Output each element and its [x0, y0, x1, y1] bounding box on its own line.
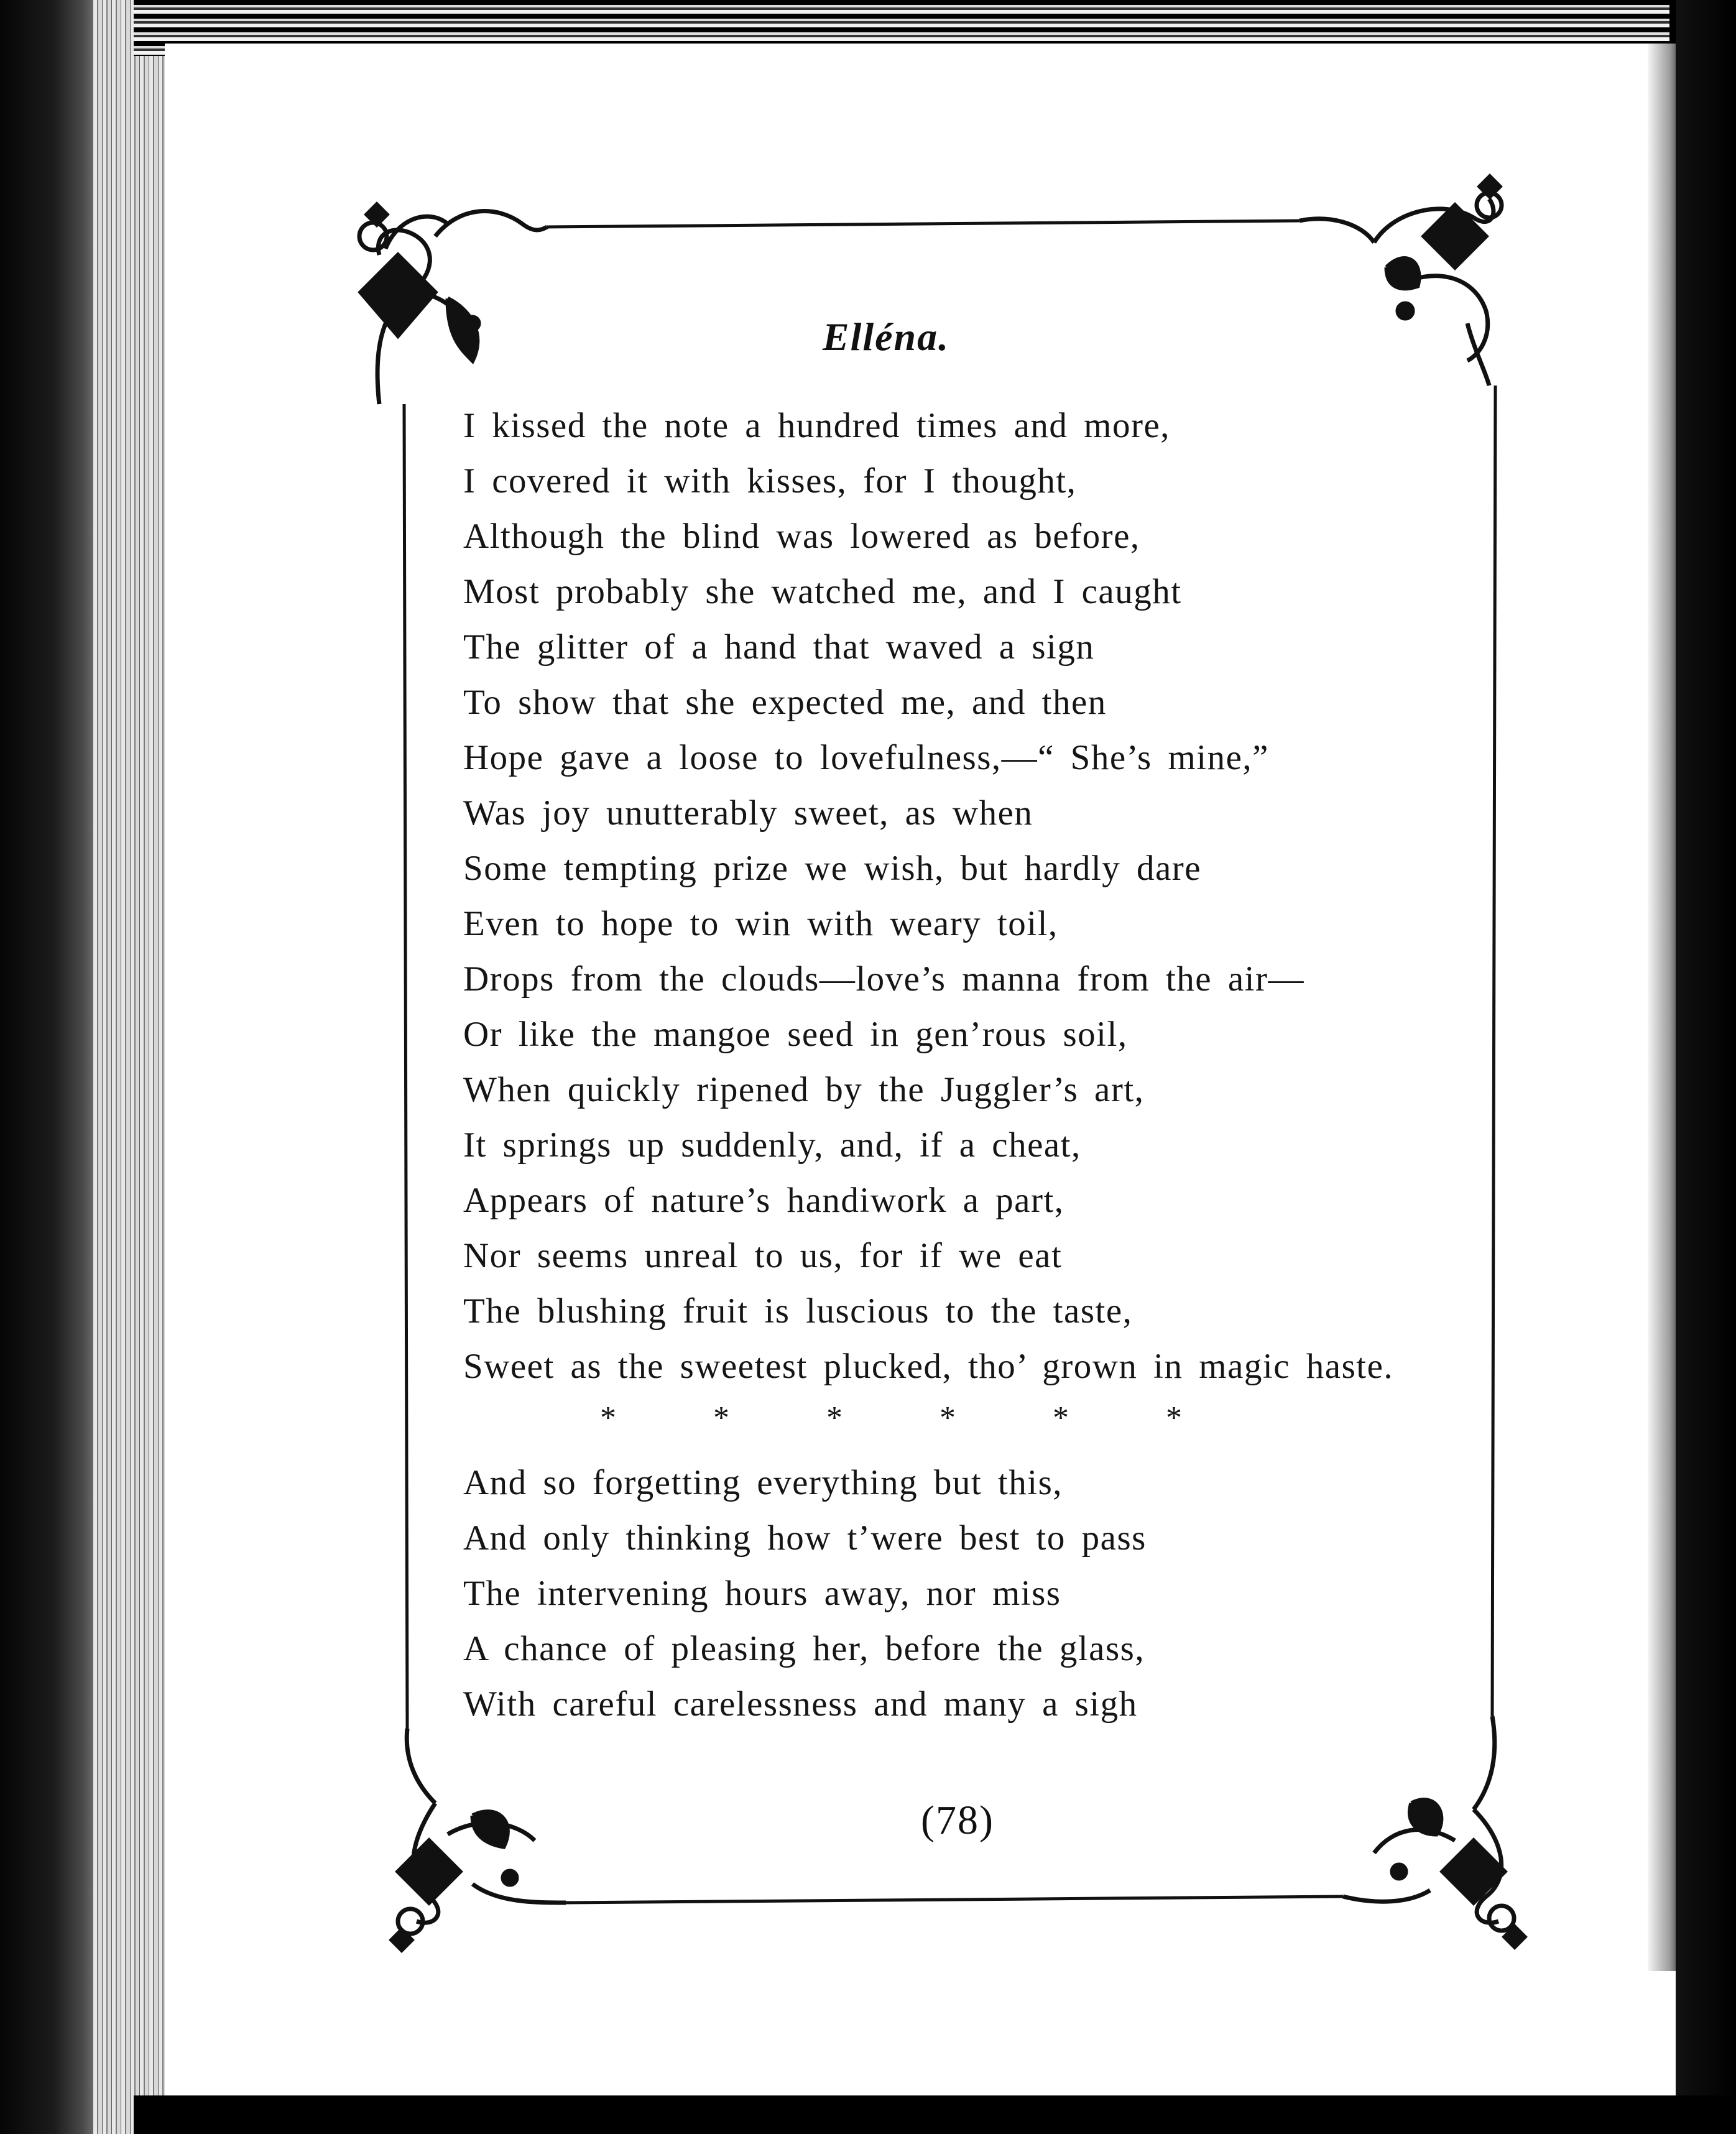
poem-text — [463, 398, 1483, 1732]
poem-line: The intervening hours away, nor miss — [463, 1574, 1061, 1613]
poem-line: Or like the mangoe seed in gen’rous soil, — [463, 1015, 1128, 1054]
poem-line: With careful carelessness and many a sigh — [463, 1684, 1138, 1724]
poem-line: Some tempting prize we wish, but hardly dare — [463, 849, 1202, 888]
poem-line: I kissed the note a hundred times and more, — [463, 406, 1170, 445]
poem-line: When quickly ripened by the Juggler’s art, — [463, 1070, 1145, 1109]
poem-line: Appears of nature’s handiwork a part, — [463, 1181, 1064, 1220]
corner-ornament-top-right — [1300, 177, 1502, 386]
stanza-separator: * * * * * * — [600, 1400, 1183, 1436]
poem-line: Was joy unutterably sweet, as when — [463, 793, 1033, 833]
poem-line: It springs up suddenly, and, if a cheat, — [463, 1125, 1081, 1165]
poem-line: Drops from the clouds—love’s manna from the air— — [463, 959, 1304, 999]
poem-line: I covered it with kisses, for I thought, — [463, 461, 1077, 501]
running-title: Elléna. — [822, 315, 950, 359]
poem-line: Although the blind was lowered as before, — [463, 517, 1140, 556]
poem-line: Nor seems unreal to us, for if we eat — [463, 1236, 1063, 1275]
poem-line: To show that she expected me, and then — [463, 683, 1107, 722]
page-number: (78) — [921, 1798, 994, 1843]
corner-ornament-bottom-right — [1343, 1716, 1525, 1947]
corner-ornament-bottom-left — [392, 1729, 566, 1950]
frame-bottom-rule — [566, 1896, 1343, 1903]
poem-line: Most probably she watched me, and I caught — [463, 572, 1182, 611]
poem-line: The glitter of a hand that waved a sign — [463, 627, 1095, 667]
poem-line: Even to hope to win with weary toil, — [463, 904, 1058, 943]
poem-line: And so forgetting everything but this, — [463, 1463, 1063, 1502]
poem-line: The blushing fruit is luscious to the taste, — [463, 1291, 1133, 1331]
frame-top-rule — [547, 221, 1300, 227]
frame-right-rule — [1492, 386, 1495, 1716]
poem-line: Hope gave a loose to lovefulness,—“ She’s mine,” — [463, 738, 1269, 777]
poem-line: And only thinking how t’were best to pass — [463, 1518, 1147, 1558]
poem-line: A chance of pleasing her, before the glass, — [463, 1629, 1145, 1668]
frame-left-rule — [404, 404, 407, 1729]
corner-ornament-top-left — [359, 205, 547, 404]
poem-line: Sweet as the sweetest plucked, tho’ grown in magic haste. — [463, 1347, 1394, 1386]
